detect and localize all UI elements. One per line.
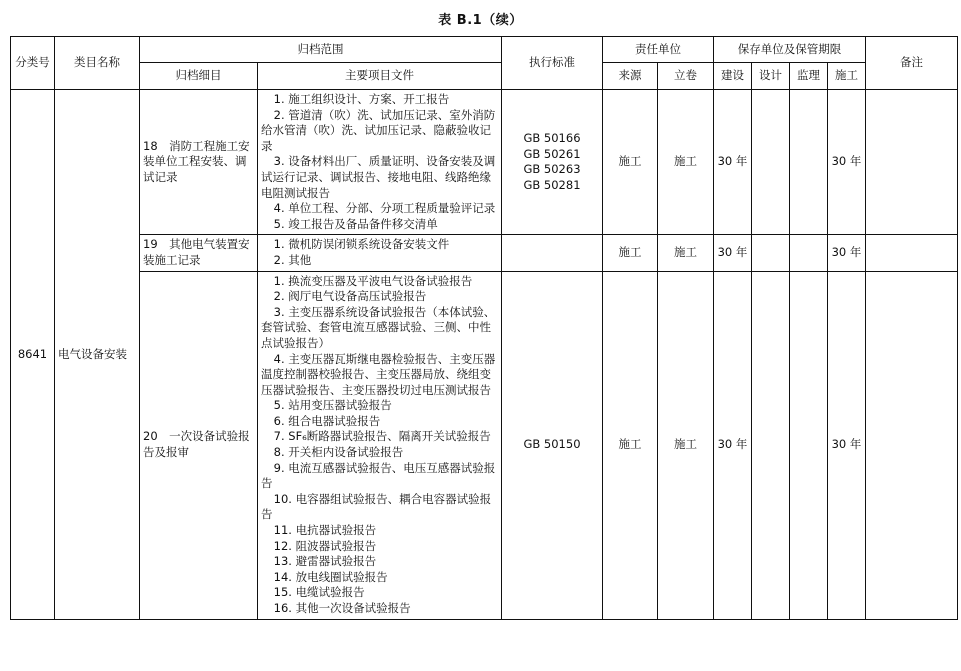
scope-detail-cell: 20 一次设备试验报告及报审 xyxy=(140,271,258,619)
files-cell xyxy=(258,271,502,619)
standard-item: GB 50261 xyxy=(523,146,581,161)
design-cell xyxy=(752,90,790,235)
file-item: 5. 站用变压器试验报告 xyxy=(273,398,392,413)
source-cell: 施工 xyxy=(603,235,658,271)
construction-cell: 30 年 xyxy=(714,271,752,619)
standard-item: GB 50281 xyxy=(523,177,581,192)
row-code: 8641 xyxy=(11,90,55,620)
filing-cell: 施工 xyxy=(658,90,714,235)
file-item: 9. 电流互感器试验报告、电压互感器试验报告 xyxy=(261,460,496,491)
builder-cell: 30 年 xyxy=(828,235,866,271)
table-row xyxy=(11,271,958,619)
files-cell xyxy=(258,235,502,271)
source-cell: 施工 xyxy=(603,271,658,619)
design-cell xyxy=(752,235,790,271)
table-row xyxy=(11,90,958,235)
file-item: 3. 主变压器系统设备试验报告（本体试验、套管试验、套管电流互感器试验、三侧、中性点试验报告） xyxy=(261,304,496,350)
standard-item: GB 50150 xyxy=(523,437,581,452)
file-item: 11. 电抗器试验报告 xyxy=(273,523,377,538)
file-item: 2. 其他 xyxy=(273,252,312,267)
file-item: 6. 组合电器试验报告 xyxy=(273,413,381,428)
header-remarks: 备注 xyxy=(866,37,958,90)
construction-cell: 30 年 xyxy=(714,235,752,271)
builder-cell: 30 年 xyxy=(828,271,866,619)
file-item: 15. 电缆试验报告 xyxy=(273,585,365,600)
header-scope-detail: 归档细目 xyxy=(140,63,258,90)
row-category: 电气设备安装 xyxy=(55,90,140,620)
header-supervision: 监理 xyxy=(790,63,828,90)
remarks-cell xyxy=(866,271,958,619)
filing-cell: 施工 xyxy=(658,235,714,271)
standard-item: GB 50166 xyxy=(523,130,581,145)
design-cell xyxy=(752,271,790,619)
file-item: 5. 竣工报告及备品备件移交清单 xyxy=(273,216,438,231)
standard-item: GB 50263 xyxy=(523,162,581,177)
file-item: 1. 施工组织设计、方案、开工报告 xyxy=(273,92,450,106)
file-item: 1. 微机防误闭锁系统设备安装文件 xyxy=(273,237,450,252)
file-item: 13. 避雷器试验报告 xyxy=(273,554,377,569)
file-item: 14. 放电线圈试验报告 xyxy=(273,569,388,584)
file-item: 4. 主变压器瓦斯继电器检验报告、主变压器温度控制器校验报告、主变压器局放、绕组变压器试验报告、主变压器投切过电压测试报告 xyxy=(261,351,496,397)
source-cell: 施工 xyxy=(603,90,658,235)
files-cell xyxy=(258,90,502,235)
file-item: 12. 阻波器试验报告 xyxy=(273,538,377,553)
file-item: 7. SF₆断路器试验报告、隔离开关试验报告 xyxy=(273,429,491,444)
file-item: 2. 管道清（吹）洗、试加压记录、室外消防给水管清（吹）洗、试加压记录、隐蔽验收记录 xyxy=(261,107,496,153)
table-row xyxy=(11,235,958,271)
file-item: 8. 开关柜内设备试验报告 xyxy=(273,445,404,460)
header-design: 设计 xyxy=(752,63,790,90)
file-item: 3. 设备材料出厂、质量证明、设备安装及调试运行记录、调试报告、接地电阻、线路绝缘电阻测试报告 xyxy=(261,154,496,200)
header-retention: 保存单位及保管期限 xyxy=(714,37,866,63)
header-standard: 执行标准 xyxy=(502,37,603,90)
standard-cell xyxy=(502,235,603,271)
standard-cell xyxy=(502,90,603,235)
header-scope: 归档范围 xyxy=(140,37,502,63)
header-source: 来源 xyxy=(603,63,658,90)
construction-cell: 30 年 xyxy=(714,90,752,235)
header-responsible: 责任单位 xyxy=(603,37,714,63)
file-item: 1. 换流变压器及平波电气设备试验报告 xyxy=(273,273,473,288)
file-item: 2. 阀厅电气设备高压试验报告 xyxy=(273,289,427,304)
header-category: 类目名称 xyxy=(55,37,140,90)
supervision-cell xyxy=(790,235,828,271)
archive-table xyxy=(10,36,958,620)
supervision-cell xyxy=(790,271,828,619)
remarks-cell xyxy=(866,235,958,271)
file-item: 16. 其他一次设备试验报告 xyxy=(273,601,411,615)
scope-detail-cell: 18 消防工程施工安装单位工程安装、调试记录 xyxy=(140,90,258,235)
remarks-cell xyxy=(866,90,958,235)
scope-detail-cell: 19 其他电气装置安装施工记录 xyxy=(140,235,258,271)
filing-cell: 施工 xyxy=(658,271,714,619)
file-item: 10. 电容器组试验报告、耦合电容器试验报告 xyxy=(261,491,492,522)
table-caption: 表 B.1（续） xyxy=(438,13,523,28)
supervision-cell xyxy=(790,90,828,235)
header-code: 分类号 xyxy=(11,37,55,90)
builder-cell: 30 年 xyxy=(828,90,866,235)
header-construction: 建设 xyxy=(714,63,752,90)
standard-cell xyxy=(502,271,603,619)
header-builder: 施工 xyxy=(828,63,866,90)
header-scope-files: 主要项目文件 xyxy=(258,63,502,90)
header-filing: 立卷 xyxy=(658,63,714,90)
file-item: 4. 单位工程、分部、分项工程质量验评记录 xyxy=(273,201,496,216)
